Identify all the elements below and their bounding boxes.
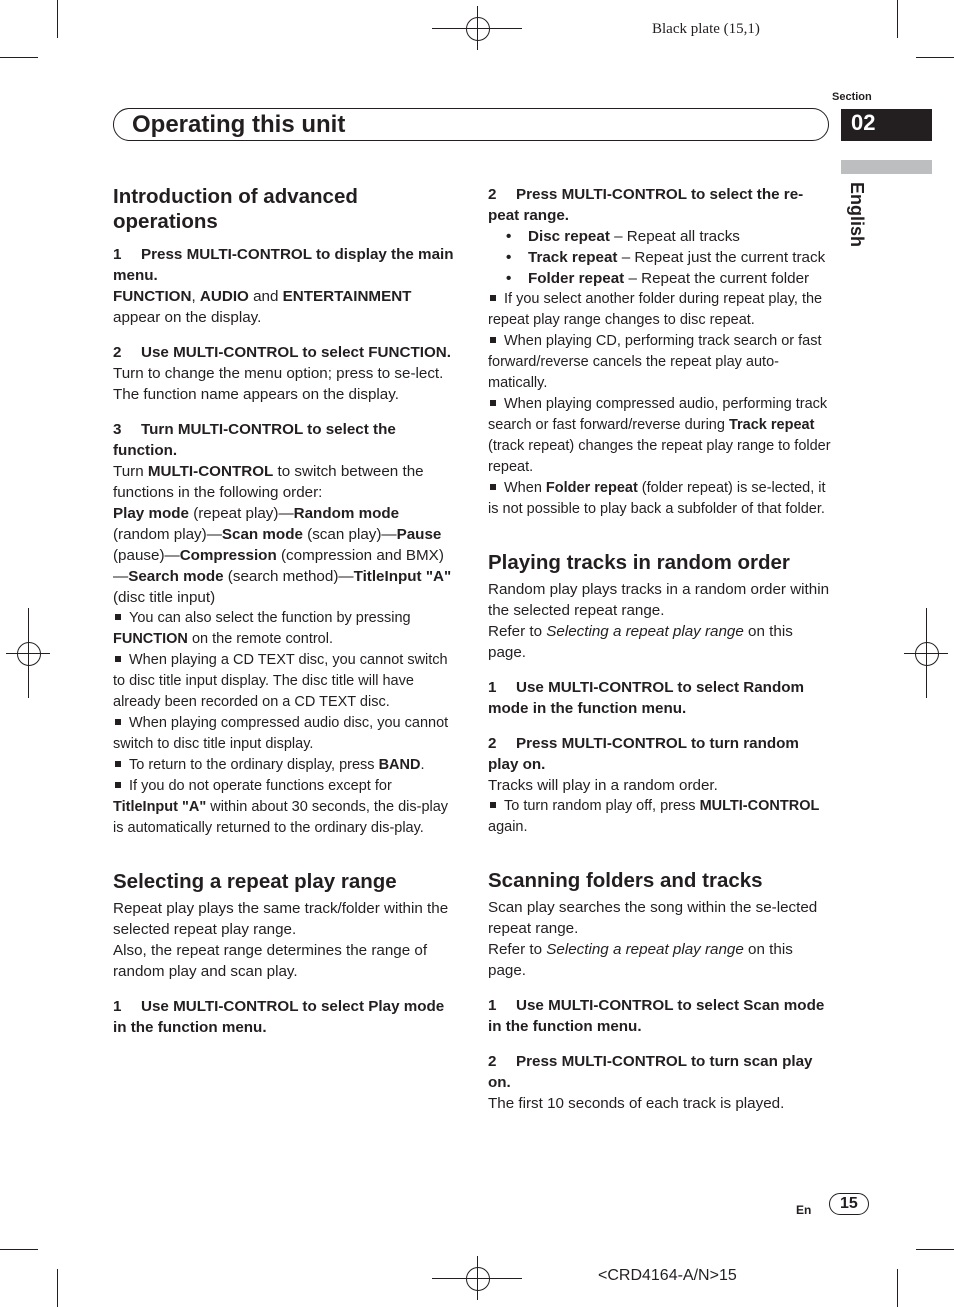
registration-mark [915,642,939,666]
crop-mark [57,1269,58,1307]
registration-mark [17,642,41,666]
note: To return to the ordinary display, press BAND. [113,755,458,776]
bullet-item: • Folder repeat – Repeat the current folder [488,268,833,289]
crop-mark [916,57,954,58]
right-column [488,184,833,1114]
step: 3 Turn MULTI-CONTROL to select the function. [113,421,396,459]
language-code: En [796,1203,812,1217]
note-bullet-icon [115,656,121,662]
paragraph: Refer to Selecting a repeat play range on this page. [488,941,793,979]
paragraph: The function name appears on the display. [113,386,399,403]
section-number: 02 [851,110,876,135]
step: 1 Use MULTI-CONTROL to select Random mode in the function menu. [488,679,805,717]
left-column [113,184,458,1038]
note-bullet-icon [490,337,496,343]
note-bullet-icon [115,614,121,620]
step: 2 Press MULTI-CONTROL to select the re-peat range. [488,186,804,224]
note-bullet-icon [490,295,496,301]
note-bullet-icon [490,400,496,406]
note-bullet-icon [115,719,121,725]
paragraph: Turn MULTI-CONTROL to switch between the functions in the following order: [113,463,424,501]
step: 1 Press MULTI-CONTROL to display the main menu. [113,246,454,284]
function-order: Play mode (repeat play)—Random mode (random play)—Scan mode (scan play)—Pause (pause)—Compression (compression and BMX)—Search mode (search method)—TitleInput "A" (disc title input) [113,505,452,606]
paragraph: Refer to Selecting a repeat play range on this page. [488,623,793,661]
note-bullet-icon [115,782,121,788]
paragraph: Tracks will play in a random order. [488,777,718,794]
page-title-bar [113,108,829,141]
step: 2 Use MULTI-CONTROL to select FUNCTION. [113,344,451,361]
note: To turn random play off, press MULTI-CONTROL again. [488,798,820,835]
note: If you do not operate functions except for TitleInput "A" within about 30 seconds, the dis-play is automatically returned to the ordinary dis-play. [113,778,449,836]
document-code: <CRD4164-A/N>15 [598,1267,737,1284]
note: When playing CD, performing track search or fast forward/reverse cancels the repeat play auto-matically. [488,333,822,391]
paragraph: FUNCTION, AUDIO and ENTERTAINMENT appear on the display. [113,288,412,326]
note-bullet-icon [490,484,496,490]
page-number-box [829,1193,869,1215]
note: When playing compressed audio disc, you cannot switch to disc title input display. [113,715,449,752]
language-tab-bar [841,160,932,174]
crop-mark [0,1249,38,1250]
language-tab: English [847,182,867,248]
crop-mark [57,0,58,38]
plate-label: Black plate (15,1) [652,21,760,37]
registration-mark [466,17,490,41]
registration-mark [466,1267,490,1291]
bullet-item: • Track repeat – Repeat just the current track [488,247,833,268]
section-number-box [841,109,932,141]
note: When playing compressed audio, performing track search or fast forward/reverse during Track repeat (track repeat) changes the repeat play range to folder repeat. [488,396,831,475]
paragraph: Turn to change the menu option; press to se-lect. [113,365,444,382]
paragraph: Repeat play plays the same track/folder within the selected repeat play range. [113,900,449,938]
section-label: Section [832,91,872,103]
note-bullet-icon [490,802,496,808]
step: 1 Use MULTI-CONTROL to select Play mode in the function menu. [113,998,445,1036]
step: 2 Press MULTI-CONTROL to turn scan play on. [488,1053,813,1091]
step: 2 Press MULTI-CONTROL to turn random play on. [488,735,799,773]
note: If you select another folder during repeat play, the repeat play range changes to disc repeat. [488,291,823,328]
crop-mark [897,0,898,38]
note: When playing a CD TEXT disc, you cannot switch to disc title input display. The disc title will have already been recorded on a CD TEXT disc. [113,652,448,710]
paragraph: The first 10 seconds of each track is played. [488,1095,785,1112]
paragraph: Scan play searches the song within the se-lected repeat range. [488,899,818,937]
note: You can also select the function by pressing FUNCTION on the remote control. [113,610,411,647]
heading-random-order: Playing tracks in random order [488,551,790,574]
page-title: Operating this unit [132,111,346,138]
note-bullet-icon [115,761,121,767]
paragraph: Random play plays tracks in a random order within the selected repeat range. [488,581,830,619]
crop-mark [897,1269,898,1307]
page-number: 15 [840,1195,858,1212]
heading-repeat-range: Selecting a repeat play range [113,870,397,893]
note: When Folder repeat (folder repeat) is se-lected, it is not possible to play back a subfolder of that folder. [488,480,826,517]
heading-scanning: Scanning folders and tracks [488,869,763,892]
bullet-item: • Disc repeat – Repeat all tracks [488,226,833,247]
paragraph: Also, the repeat range determines the range of random play and scan play. [113,942,428,980]
crop-mark [916,1249,954,1250]
step: 1 Use MULTI-CONTROL to select Scan mode in the function menu. [488,997,825,1035]
heading-introduction: Introduction of advanced operations [113,185,358,233]
crop-mark [0,57,38,58]
